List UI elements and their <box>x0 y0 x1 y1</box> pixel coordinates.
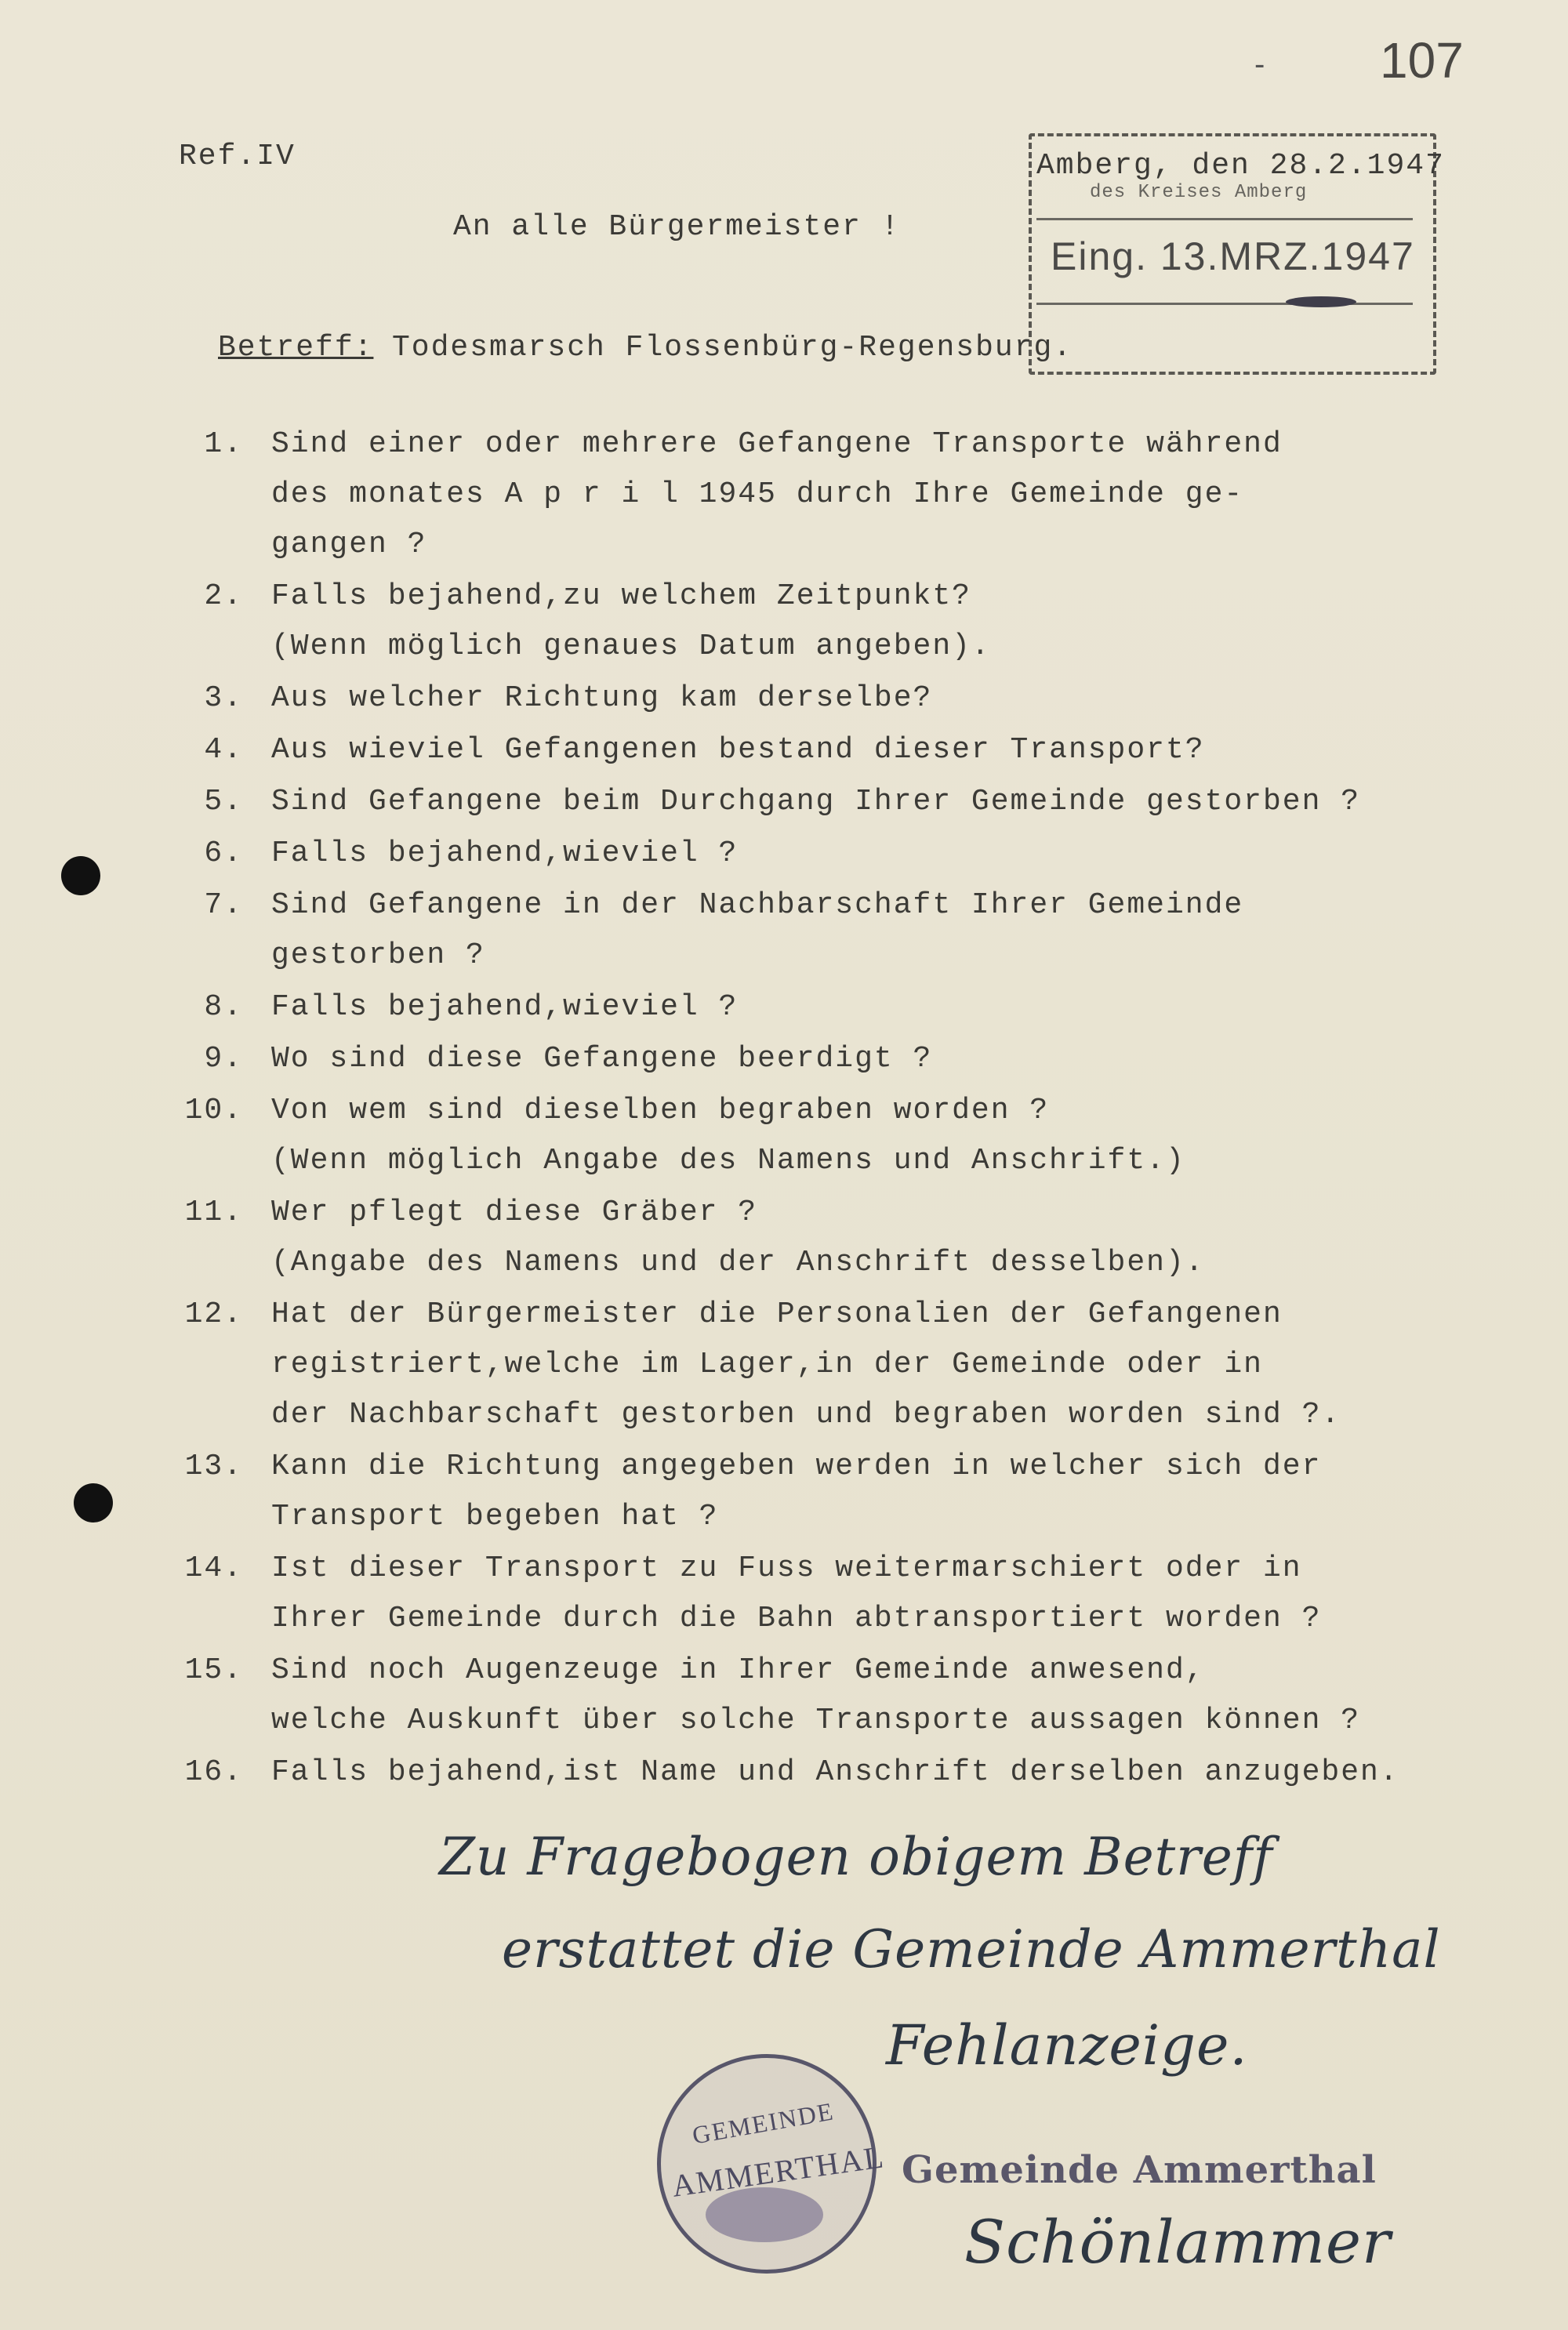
question-number: 13. <box>184 1450 243 1483</box>
question-text-line: Falls bejahend,zu welchem Zeitpunkt? <box>271 579 971 613</box>
question-number: 4. <box>204 733 243 767</box>
seal-text-top: GEMEINDE <box>690 2096 837 2150</box>
question-number: 7. <box>204 888 243 922</box>
question-text-line: Aus welcher Richtung kam derselbe? <box>271 681 933 715</box>
question-text-line: Hat der Bürgermeister die Personalien der Gefangenen <box>271 1297 1283 1331</box>
question-text-line: Wo sind diese Gefangene beerdigt ? <box>271 1042 933 1076</box>
question-text-line: Falls bejahend,wieviel ? <box>271 837 739 870</box>
page-number: 107 <box>1380 32 1464 89</box>
receipt-stamp-place-date: Amberg, den 28.2.1947 <box>1036 149 1445 183</box>
gemeinde-stamp: Gemeinde Ammerthal <box>902 2148 1377 2192</box>
question-text-line: Sind Gefangene beim Durchgang Ihrer Gemeinde gestorben ? <box>271 785 1361 818</box>
punch-hole <box>61 856 100 895</box>
question-number: 8. <box>204 990 243 1024</box>
question-number: 1. <box>204 427 243 461</box>
receipt-stamp-received: Eing. 13.MRZ.1947 <box>1051 234 1415 278</box>
question-text-line: Aus wieviel Gefangenen bestand dieser Transport? <box>271 733 1205 767</box>
handwritten-reply-line: Zu Fragebogen obigem Betreff <box>439 1827 1273 1887</box>
question-text-line: Von wem sind dieselben begraben worden ? <box>271 1094 1050 1127</box>
question-text-line: Transport begeben hat ? <box>271 1500 719 1533</box>
question-text-line: Sind noch Augenzeuge in Ihrer Gemeinde anwesend, <box>271 1653 1205 1687</box>
receipt-stamp-rule <box>1036 218 1413 220</box>
question-text-line: (Wenn möglich genaues Datum angeben). <box>271 630 991 663</box>
question-text-line: Ist dieser Transport zu Fuss weitermarschiert oder in <box>271 1552 1302 1585</box>
question-number: 16. <box>184 1755 243 1789</box>
ink-blot <box>1286 296 1356 307</box>
handwritten-reply-line: Fehlanzeige. <box>886 2013 1248 2078</box>
question-text-line: Kann die Richtung angegeben werden in welcher sich der <box>271 1450 1322 1483</box>
seal-text-middle: AMMERTHAL <box>670 2139 887 2204</box>
signature: Schönlammer <box>964 2207 1392 2277</box>
question-text-line: Sind Gefangene in der Nachbarschaft Ihrer Gemeinde <box>271 888 1244 922</box>
question-number: 14. <box>184 1552 243 1585</box>
punch-hole <box>74 1483 113 1522</box>
question-text-line: der Nachbarschaft gestorben und begraben worden sind ?. <box>271 1398 1341 1432</box>
question-text-line: gestorben ? <box>271 938 485 972</box>
question-number: 15. <box>184 1653 243 1687</box>
seal-emblem <box>706 2187 823 2242</box>
question-text-line: welche Auskunft über solche Transporte aussagen können ? <box>271 1704 1361 1737</box>
question-text-line: Sind einer oder mehrere Gefangene Transporte während <box>271 427 1283 461</box>
handwritten-reply-line: erstattet die Gemeinde Ammerthal <box>502 1919 1441 1980</box>
question-text-line: Falls bejahend,ist Name und Anschrift derselben anzugeben. <box>271 1755 1399 1789</box>
addressee-line: An alle Bürgermeister ! <box>453 210 901 244</box>
subject-text: Todesmarsch Flossenbürg-Regensburg. <box>392 331 1073 365</box>
question-number: 2. <box>204 579 243 613</box>
question-number: 5. <box>204 785 243 818</box>
question-text-line: registriert,welche im Lager,in der Gemeinde oder in <box>271 1348 1263 1381</box>
receipt-stamp-office: des Kreises Amberg <box>1090 182 1308 203</box>
receipt-stamp-rule <box>1036 303 1413 305</box>
subject-label: Betreff: <box>218 331 374 365</box>
question-number: 10. <box>184 1094 243 1127</box>
question-text-line: Wer pflegt diese Gräber ? <box>271 1196 758 1229</box>
question-number: 9. <box>204 1042 243 1076</box>
question-text-line: (Angabe des Namens und der Anschrift desselben). <box>271 1246 1205 1279</box>
page-number-dash: - <box>1254 47 1265 82</box>
question-number: 12. <box>184 1297 243 1331</box>
reference-label: Ref.IV <box>179 140 296 173</box>
question-text-line: Falls bejahend,wieviel ? <box>271 990 739 1024</box>
question-text-line: Ihrer Gemeinde durch die Bahn abtransportiert worden ? <box>271 1602 1322 1635</box>
question-number: 11. <box>184 1196 243 1229</box>
question-text-line: gangen ? <box>271 528 427 561</box>
question-text-line: (Wenn möglich Angabe des Namens und Anschrift.) <box>271 1144 1185 1178</box>
question-text-line: des monates A p r i l 1945 durch Ihre Gemeinde ge- <box>271 477 1244 511</box>
question-number: 6. <box>204 837 243 870</box>
question-number: 3. <box>204 681 243 715</box>
